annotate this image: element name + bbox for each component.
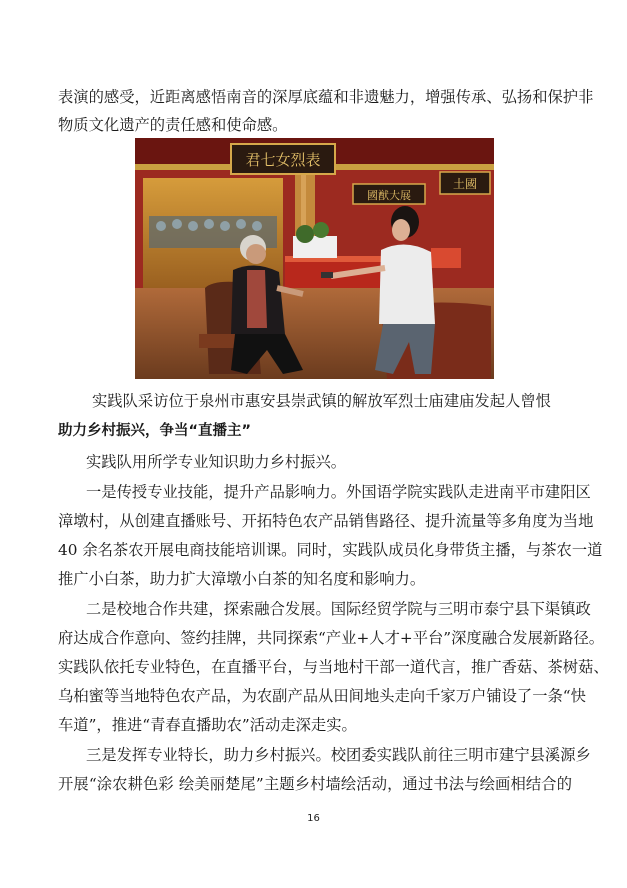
plaque-main-text: 君七女烈表 bbox=[245, 151, 321, 169]
intro-text: 实践队用所学专业知识助力乡村振兴。 bbox=[86, 453, 347, 471]
body-text-line: 物质文化遗产的责任感和使命感。 bbox=[58, 116, 288, 134]
body-text-line: 三是发挥专业特长，助力乡村振兴。校团委实践队前往三明市建宁县溪源乡 bbox=[86, 746, 591, 764]
body-text-line: 漳墩村，从创建直播账号、开拓特色农产品销售路径、提升流量等多角度为当地 bbox=[58, 512, 594, 530]
page-number: 16 bbox=[307, 813, 320, 824]
plaque-right-text: 土國 bbox=[452, 177, 478, 191]
body-text-line: 二是校地合作共建，探索融合发展。国际经贸学院与三明市泰宁县下渠镇政 bbox=[86, 600, 591, 618]
body-text-line: 表演的感受，近距离感悟南音的深厚底蕴和非遗魅力，增强传承、弘扬和保护非 bbox=[58, 88, 594, 106]
body-text-line: 40 余名茶农开展电商技能培训课。同时，实践队成员化身带货主播，与茶农一道 bbox=[58, 541, 603, 559]
plaque-left-text: 國猷大展 bbox=[367, 189, 411, 202]
body-text-line: 一是传授专业技能，提升产品影响力。外国语学院实践队走进南平市建阳区 bbox=[86, 483, 591, 501]
body-text-line: 车道”，推进“青春直播助农”活动走深走实。 bbox=[58, 716, 357, 734]
body-text-line: 推广小白茶，助力扩大漳墩小白茶的知名度和影响力。 bbox=[58, 570, 426, 588]
interview-photo bbox=[135, 138, 494, 379]
body-text-line: 府达成合作意向、签约挂牌，共同探索“产业+人才+平台”深度融合发展新路径。 bbox=[58, 629, 605, 647]
body-text-line: 实践队依托专业特色，在直播平台，与当地村干部一道代言，推广香菇、茶树菇、 bbox=[58, 658, 609, 676]
photo-caption: 实践队采访位于泉州市惠安县崇武镇的解放军烈士庙建庙发起人曾恨 bbox=[92, 392, 551, 410]
temple-interview-scene bbox=[135, 138, 494, 379]
section-heading: 助力乡村振兴，争当“直播主” bbox=[58, 423, 252, 439]
body-text-line: 开展“涂农耕色彩 绘美丽楚尾”主题乡村墙绘活动，通过书法与绘画相结合的 bbox=[58, 775, 572, 793]
body-text-line: 乌桕蜜等当地特色农产品，为农副产品从田间地头走向千家万户铺设了一条“快 bbox=[58, 687, 586, 705]
